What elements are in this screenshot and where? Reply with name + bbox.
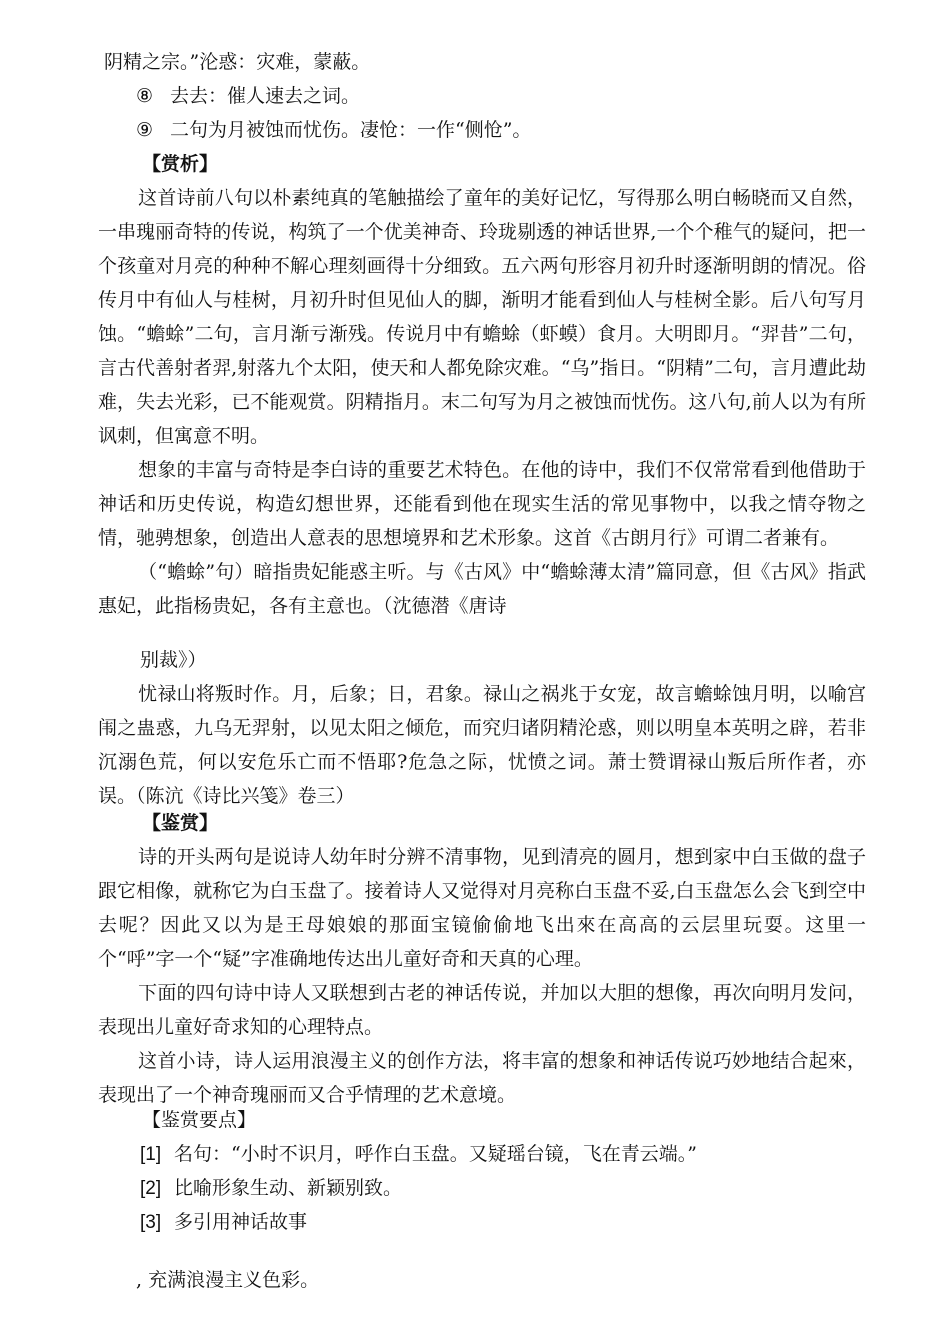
review-heading: 【鉴赏】	[142, 812, 219, 834]
keypoint-2-mark: [2]	[140, 1178, 162, 1199]
note-8-mark: ⑧	[136, 85, 154, 107]
review-paragraph-2: 下面的四句诗中诗人又联想到古老的神话传说，并加以大胆的想像，再次向明月发问，表现出儿童好奇求知的心理特点。	[98, 982, 866, 1038]
keypoints-heading: 【鉴赏要点】	[142, 1109, 257, 1131]
keypoint-3	[140, 1210, 307, 1235]
review-paragraph-3: 这首小诗，诗人运用浪漫主义的创作方法，将丰富的想象和神话传说巧妙地结合起來，表现出了一个神奇瑰丽而又合乎情理的艺术意境。	[98, 1050, 866, 1106]
keypoint-3-text: 多引用神话故事	[174, 1211, 308, 1233]
keypoint-3-mark: [3]	[140, 1212, 162, 1233]
keypoints-tail: , 充满浪漫主义色彩。	[136, 1269, 320, 1291]
note-continuation: 阴精之宗。”沦惑：灾难，蒙蔽。	[104, 51, 371, 73]
appreciation-paragraph-2: 想象的丰富与奇特是李白诗的重要艺术特色。在他的诗中，我们不仅常常看到他借助于神话和历史传说，构造幻想世界，还能看到他在现实生活的常见事物中，以我之情夺物之情，驰骋想象，创造出人意表的思想境界和艺术形象。这首《古朗月行》可谓二者兼有。	[98, 459, 866, 549]
appreciation-paragraph-4: 忧禄山将叛时作。月，后象；日，君象。禄山之祸兆于女宠，故言蟾蜍蚀月明，以喻宫闱之蛊惑，九乌无羿射，以见太阳之倾危，而究归诸阴精沦惑，则以明皇本英明之辟，若非沉溺色荒，何以安危乐亡而不悟耶?危急之际，忧愤之词。萧士赞谓禄山叛后所作者，亦误。（陈沆《诗比兴笺》卷三）	[98, 683, 866, 807]
keypoint-1-mark: [1]	[140, 1144, 162, 1165]
keypoint-1	[140, 1142, 697, 1167]
appreciation-paragraph-1: 这首诗前八句以朴素纯真的笔触描绘了童年的美好记忆，写得那么明白畅晓而又自然，一串瑰丽奇特的传说，构筑了一个优美神奇、玲珑剔透的神话世界,一个个稚气的疑问，把一个孩童对月亮的种种不解心理刻画得十分细致。五六两句形容月初升时逐渐明朗的情况。俗传月中有仙人与桂树，月初升时但见仙人的脚，渐明才能看到仙人与桂树全影。后八句写月蚀。“蟾蜍”二句，言月渐亏渐残。传说月中有蟾蜍（虾蟆）食月。大明即月。“羿昔”二句，言古代善射者羿,射落九个太阳，使天和人都免除灾难。“乌”指日。“阴精”二句，言月遭此劫难，失去光彩，已不能观赏。阴精指月。末二句写为月之被蚀而忧伤。这八句,前人以为有所讽刺，但寓意不明。	[98, 187, 866, 447]
note-9-mark: ⑨	[136, 119, 154, 141]
appreciation-heading: 【赏析】	[142, 153, 219, 175]
keypoint-2-text: 比喻形象生动、新颖别致。	[174, 1177, 403, 1199]
note-8	[136, 84, 360, 108]
appreciation-paragraph-3: （“蟾蜍”句）暗指贵妃能惑主听。与《古风》中“蟾蜍薄太清”篇同意，但《古风》指武惠妃，此指杨贵妃，各有主意也。（沈德潜《唐诗	[98, 561, 866, 617]
note-9-text: 二句为月被蚀而忧伤。凄怆：一作“侧怆”。	[170, 119, 532, 141]
keypoint-1-text: 名句：“小时不识月，呼作白玉盘。又疑瑶台镜，飞在青云端。”	[174, 1143, 697, 1165]
note-8-text: 去去：催人速去之词。	[170, 85, 361, 107]
keypoint-2	[140, 1176, 402, 1201]
note-9	[136, 118, 531, 142]
appreciation-paragraph-3-tail: 别裁》）	[140, 649, 207, 671]
review-paragraph-1: 诗的开头两句是说诗人幼年时分辨不清事物，见到清亮的圆月，想到家中白玉做的盘子跟它相像，就称它为白玉盘了。接着诗人又觉得对月亮称白玉盘不妥,白玉盘怎么会飞到空中去呢？因此又以为是王母娘娘的那面宝镜偷偷地飞出來在高高的云层里玩耍。这里一个“呼”字一个“疑”字准确地传达出儿童好奇和天真的心理。	[98, 846, 866, 970]
